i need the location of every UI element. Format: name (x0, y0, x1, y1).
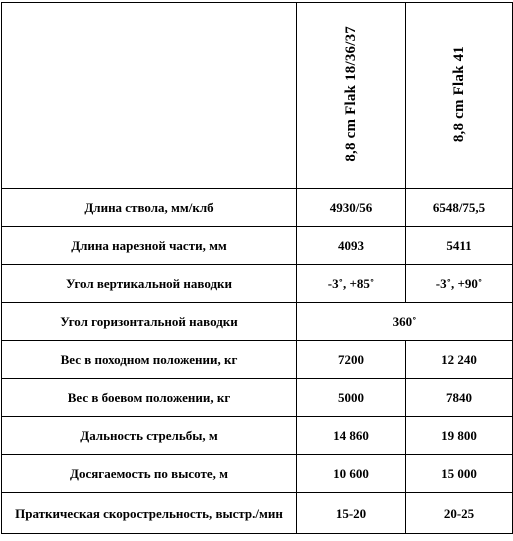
column-header-label: 8,8 cm Flak 41 (451, 45, 467, 143)
table-row (2, 455, 513, 493)
table-row (2, 493, 513, 534)
cell-value: 20-25 (406, 493, 513, 534)
table-row (2, 303, 513, 341)
cell-value: 10 600 (297, 455, 406, 493)
column-header-label: 8,8 cm Flak 18/36/37 (343, 26, 359, 162)
weapon-specs-table (1, 2, 513, 534)
row-label: Вес в походном положении, кг (2, 341, 297, 379)
cell-value: 6548/75,5 (406, 189, 513, 227)
cell-value: 15-20 (297, 493, 406, 534)
row-label: Вес в боевом положении, кг (2, 379, 297, 417)
cell-value: 7840 (406, 379, 513, 417)
table-row (2, 265, 513, 303)
table-row (2, 379, 513, 417)
cell-value: 15 000 (406, 455, 513, 493)
row-label: Угол горизонтальной наводки (2, 303, 297, 341)
cell-value: 12 240 (406, 341, 513, 379)
table-row (2, 341, 513, 379)
row-label: Праткическая скорострельность, выстр./мин (2, 493, 297, 534)
cell-value: 4930/56 (297, 189, 406, 227)
cell-value: 5411 (406, 227, 513, 265)
cell-value: 19 800 (406, 417, 513, 455)
cell-value: -3˚, +85˚ (297, 265, 406, 303)
row-label: Дальность стрельбы, м (2, 417, 297, 455)
cell-value-merged: 360˚ (297, 303, 513, 341)
header-empty-cell (2, 3, 297, 189)
cell-value: 14 860 (297, 417, 406, 455)
table-row (2, 227, 513, 265)
column-header-flak-41 (406, 3, 513, 189)
row-label: Досягаемость по высоте, м (2, 455, 297, 493)
table-row (2, 417, 513, 455)
cell-value: 7200 (297, 341, 406, 379)
column-header-flak-18 (297, 3, 406, 189)
table-header-row (2, 3, 513, 189)
cell-value: -3˚, +90˚ (406, 265, 513, 303)
cell-value: 4093 (297, 227, 406, 265)
cell-value: 5000 (297, 379, 406, 417)
row-label: Длина ствола, мм/клб (2, 189, 297, 227)
row-label: Длина нарезной части, мм (2, 227, 297, 265)
row-label: Угол вертикальной наводки (2, 265, 297, 303)
table-row (2, 189, 513, 227)
